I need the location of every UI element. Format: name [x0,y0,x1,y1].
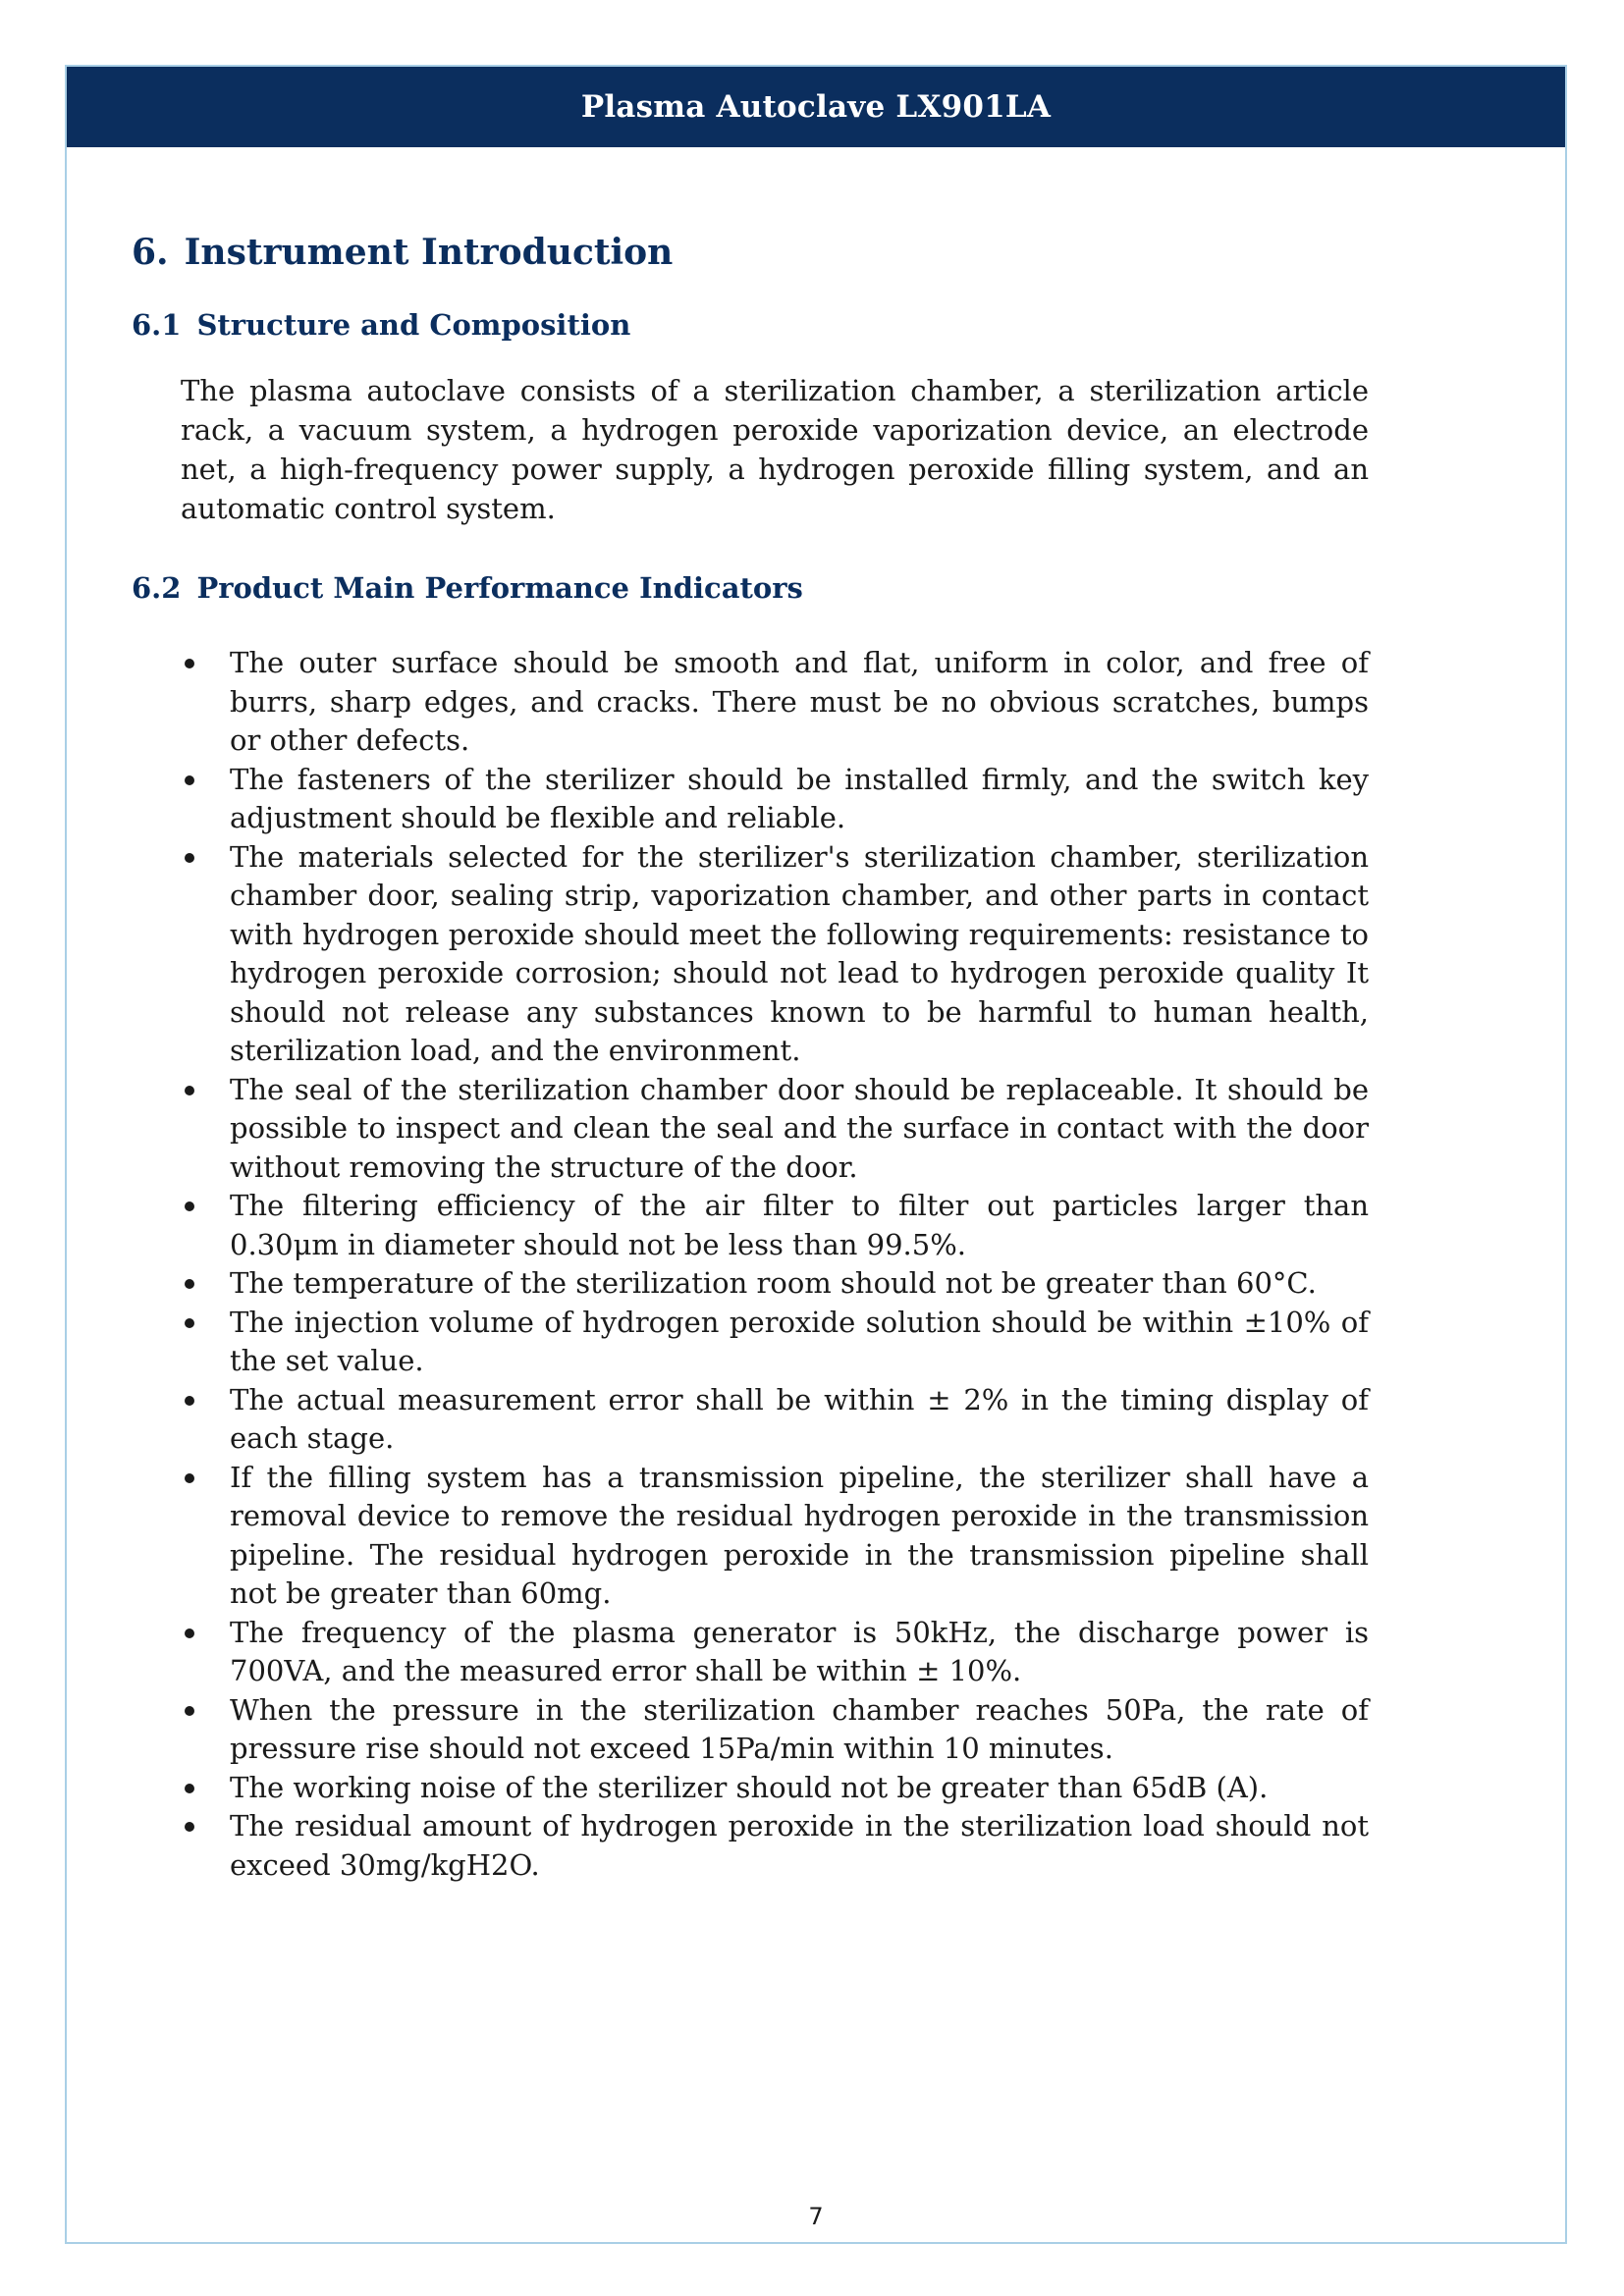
list-item: The working noise of the sterilizer should not be greater than 65dB (A). [132,1769,1369,1808]
list-item: The filtering efficiency of the air filter to filter out particles larger than 0.30μm in diameter should not be less than 99.5%. [132,1187,1369,1264]
section-heading [132,232,1437,273]
subsection-heading-performance [132,571,1437,605]
subsection-title: Product Main Performance Indicators [196,571,803,605]
list-item: The outer surface should be smooth and flat, uniform in color, and free of burrs, sharp edges, and cracks. There must be no obvious scratches, bumps or other defects. [132,644,1369,761]
header-bar [67,67,1565,147]
subsection-number: 6.2 [132,571,182,605]
subsection-number: 6.1 [132,308,182,342]
list-item: If the filling system has a transmission pipeline, the sterilizer shall have a removal device to remove the residual hydrogen peroxide in the transmission pipeline. The residual hydrogen peroxide in the transmission pipeline shall not be greater than 60mg. [132,1459,1369,1614]
list-item: When the pressure in the sterilization chamber reaches 50Pa, the rate of pressure rise should not exceed 15Pa/min within 10 minutes. [132,1691,1369,1769]
list-item: The materials selected for the sterilizer's sterilization chamber, sterilization chamber door, sealing strip, vaporization chamber, and other parts in contact with hydrogen peroxide should meet the following requirements: resistance to hydrogen peroxide corrosion; should not lead to hydrogen peroxide quality It should not release any substances known to be harmful to human health, sterilization load, and the environment. [132,838,1369,1071]
list-item: The injection volume of hydrogen peroxide solution should be within ±10% of the set value. [132,1304,1369,1381]
document-title: Plasma Autoclave LX901LA [580,89,1052,125]
subsection-heading-structure [132,308,1437,342]
list-item: The frequency of the plasma generator is 50kHz, the discharge power is 700VA, and the measured error shall be within ± 10%. [132,1614,1369,1691]
performance-list [132,644,1437,1885]
page-number: 7 [808,2203,824,2230]
section-number: 6. [132,232,169,273]
list-item: The fasteners of the sterilizer should be installed firmly, and the switch key adjustment should be flexible and reliable. [132,761,1369,838]
structure-paragraph: The plasma autoclave consists of a sterilization chamber, a sterilization article rack, a vacuum system, a hydrogen peroxide vaporization device, an electrode net, a high-frequency power supply, a hydrogen peroxide filling system, and an automatic control system. [181,374,1369,525]
list-item: The actual measurement error shall be within ± 2% in the timing display of each stage. [132,1381,1369,1459]
list-item: The seal of the sterilization chamber door should be replaceable. It should be possible to inspect and clean the seal and the surface in contact with the door without removing the structure of the door. [132,1071,1369,1188]
section-title: Instrument Introduction [184,232,674,273]
content [132,232,1437,1885]
list-item: The temperature of the sterilization room should not be greater than 60°C. [132,1264,1369,1304]
list-item: The residual amount of hydrogen peroxide in the sterilization load should not exceed 30mg/kgH2O. [132,1807,1369,1885]
subsection-title: Structure and Composition [196,308,631,342]
